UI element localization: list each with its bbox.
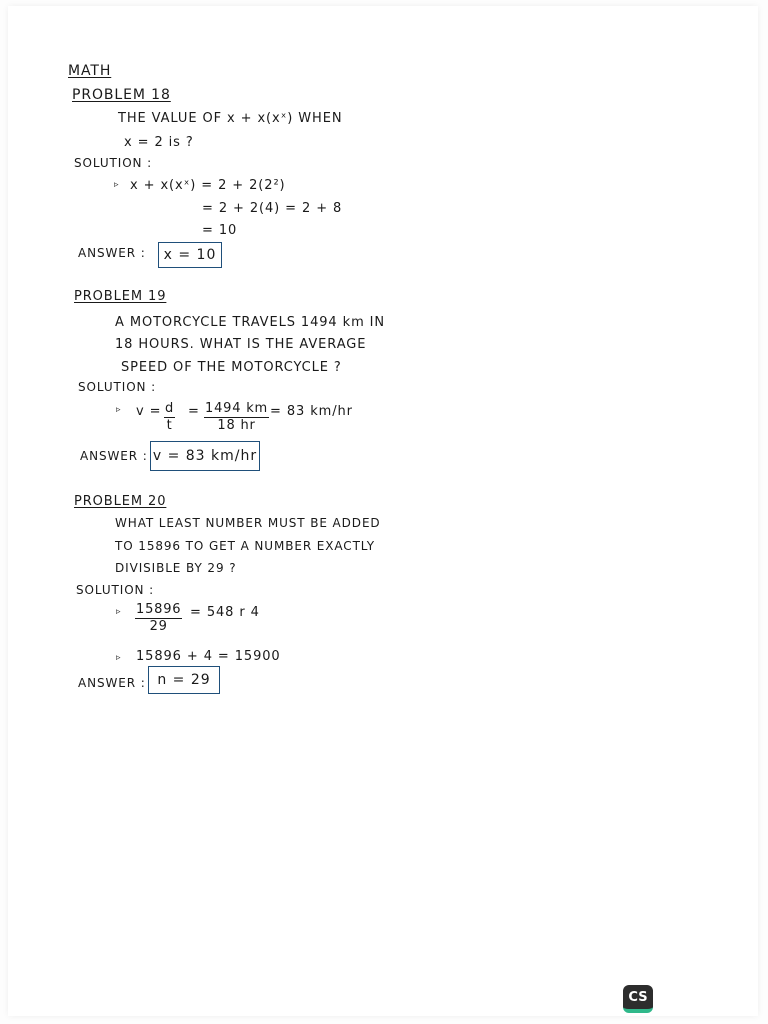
problem-20-question-line-3: DIVISIBLE BY 29 ? bbox=[115, 561, 237, 575]
problem-20-solution-label: SOLUTION : bbox=[76, 583, 155, 597]
fraction-denominator: 18 hr bbox=[217, 417, 256, 433]
fraction-values bbox=[204, 402, 269, 432]
fraction-distance-over-time bbox=[164, 402, 175, 432]
fraction-denominator: t bbox=[166, 417, 173, 433]
problem-18-solution-label: SOLUTION : bbox=[74, 156, 153, 170]
problem-18-step-1: x + x(xˣ) = 2 + 2(2²) bbox=[130, 178, 286, 193]
problem-19-title: PROBLEM 19 bbox=[74, 289, 167, 304]
problem-18-title: PROBLEM 18 bbox=[72, 87, 171, 103]
problem-19-solution-label: SOLUTION : bbox=[78, 380, 157, 394]
fraction-numerator: d bbox=[165, 401, 175, 416]
problem-20-step-1-result: = 548 r 4 bbox=[190, 605, 260, 620]
bullet-arrow-icon: ▹ bbox=[116, 653, 122, 663]
problem-18-question-line-1: THE VALUE OF x + x(xˣ) WHEN bbox=[118, 111, 343, 126]
problem-18-question-line-2: x = 2 is ? bbox=[124, 135, 194, 150]
equals-sign: = bbox=[188, 404, 200, 419]
problem-20-answer-box: n = 29 bbox=[148, 666, 220, 694]
bullet-arrow-icon: ▹ bbox=[114, 180, 120, 190]
problem-19-question-line-3: SPEED OF THE MOTORCYCLE ? bbox=[121, 360, 342, 375]
problem-18-answer-box: x = 10 bbox=[158, 242, 222, 268]
problem-19-question-line-2: 18 HOURS. WHAT IS THE AVERAGE bbox=[115, 337, 367, 352]
problem-20-title: PROBLEM 20 bbox=[74, 494, 167, 509]
problem-20-step-2: 15896 + 4 = 15900 bbox=[136, 649, 281, 664]
problem-20-question-line-2: TO 15896 TO GET A NUMBER EXACTLY bbox=[115, 539, 376, 553]
fraction-numerator: 1494 km bbox=[205, 401, 269, 416]
problem-19-answer-label: ANSWER : bbox=[80, 449, 148, 463]
problem-19-question-line-1: A MOTORCYCLE TRAVELS 1494 km IN bbox=[115, 315, 386, 330]
problem-19-step-result: = 83 km/hr bbox=[270, 404, 353, 419]
fraction-denominator: 29 bbox=[149, 618, 168, 634]
fraction-numerator: 15896 bbox=[136, 602, 182, 617]
problem-19-answer-box: v = 83 km/hr bbox=[150, 441, 260, 471]
problem-18-step-2: = 2 + 2(4) = 2 + 8 bbox=[202, 201, 343, 216]
problem-18-answer-label: ANSWER : bbox=[78, 246, 146, 260]
bullet-arrow-icon: ▹ bbox=[116, 607, 122, 617]
problem-20-answer-label: ANSWER : bbox=[78, 676, 146, 690]
bullet-arrow-icon: ▹ bbox=[116, 405, 122, 415]
subject-title: MATH bbox=[68, 63, 112, 79]
problem-19-step-prefix: v = bbox=[136, 404, 162, 419]
problem-18-step-3: = 10 bbox=[202, 223, 238, 238]
camscanner-logo-icon: CS bbox=[623, 985, 653, 1013]
fraction-division bbox=[135, 603, 182, 633]
problem-20-question-line-1: WHAT LEAST NUMBER MUST BE ADDED bbox=[115, 516, 381, 530]
